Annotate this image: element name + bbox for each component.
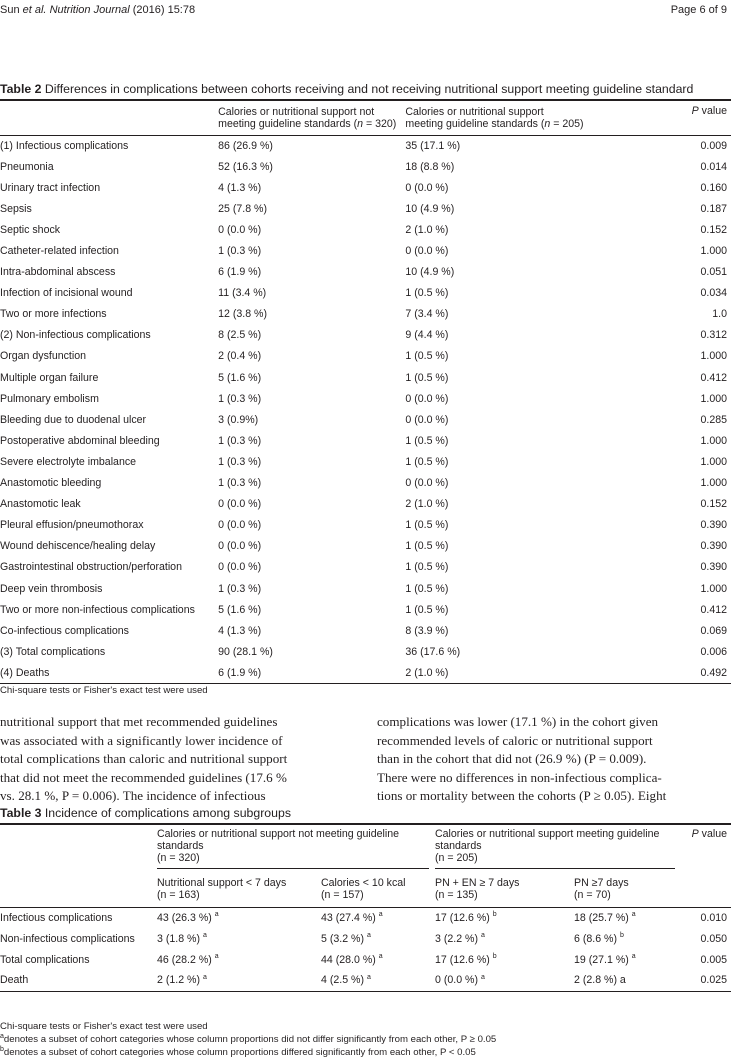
table3-cell [435, 928, 574, 949]
table2-cell-not-meeting: 1 (0.3 %) [218, 477, 262, 490]
table2-row [0, 451, 731, 472]
table2-cell-not-meeting: 0 (0.0 %) [218, 561, 262, 574]
running-header-citation [0, 4, 195, 16]
table2-row [0, 177, 731, 198]
table3-label: Table 3 [0, 806, 42, 820]
table3-cell [157, 928, 321, 949]
table2-cell-p: 0.390 [700, 540, 727, 553]
table3-body [0, 907, 731, 991]
table2-col1-line1: Calories or nutritional support not [218, 105, 375, 118]
table2-row-label: Severe electrolyte imbalance [0, 455, 137, 468]
table3-cell-value: 18 (25.7 %) [574, 911, 629, 924]
table3-row [0, 970, 731, 991]
table2-row-label: (3) Total complications [0, 645, 106, 658]
table2-cell-meeting: 8 (3.9 %) [405, 624, 449, 637]
table2-body [0, 135, 731, 683]
table3-group-header-row [0, 824, 731, 872]
table2-cell-p: 0.187 [700, 202, 727, 215]
body-left-line: was associated with a significantly lower incidence of [0, 732, 283, 748]
table3-cell [157, 907, 321, 928]
table2-cell-not-meeting: 52 (16.3 %) [218, 160, 273, 173]
table3-cell [435, 970, 574, 991]
table2-row [0, 620, 731, 641]
table2-cell-p: 0.160 [700, 181, 727, 194]
table3-row-label: Total complications [0, 953, 90, 966]
table2-cell-meeting: 1 (0.5 %) [405, 455, 449, 468]
header-issue: (2016) 15:78 [132, 4, 196, 16]
table2-cell-not-meeting: 6 (1.9 %) [218, 666, 262, 679]
table3-sub3-label: PN + EN ≥ 7 days [435, 877, 520, 890]
table3-group-not-meeting [157, 824, 435, 872]
table2-cell-meeting: 9 (4.4 %) [405, 329, 449, 342]
table2-col2-n: n [544, 117, 551, 130]
body-text-left [0, 713, 355, 806]
table2-cell-meeting: 1 (0.5 %) [405, 519, 449, 532]
table2 [0, 99, 731, 684]
table3-footnote-3-text: denotes a subset of cohort categories whose column proportions differed significantly from each other, P < 0.05 [3, 1047, 476, 1058]
table3-cell [157, 970, 321, 991]
table2-row [0, 536, 731, 557]
table2-cell-not-meeting: 1 (0.3 %) [218, 455, 262, 468]
table3-footnote-1: Chi-square tests or Fisher's exact test were used [0, 1021, 208, 1032]
table3-col-p [681, 824, 731, 907]
table2-cell-meeting: 1 (0.5 %) [405, 434, 449, 447]
table2-cell-p: 1.000 [700, 392, 727, 405]
table2-row [0, 494, 731, 515]
table2-cell-not-meeting: 4 (1.3 %) [218, 181, 262, 194]
table3-cell-superscript: b [492, 911, 497, 919]
table2-row [0, 346, 731, 367]
table2-cell-p: 0.014 [700, 160, 727, 173]
footnote-marker-b: b [0, 1045, 4, 1053]
table2-row [0, 409, 731, 430]
table2-cell-not-meeting: 1 (0.3 %) [218, 392, 262, 405]
table2-row-label: Organ dysfunction [0, 350, 86, 363]
table3-group1-n: (n = 320) [157, 852, 200, 864]
table2-row-label: Gastrointestinal obstruction/perforation [0, 561, 182, 574]
table3-sub4-label: PN ≥7 days [574, 877, 629, 890]
table2-row-label: Anastomotic leak [0, 498, 81, 511]
table2-row [0, 515, 731, 536]
table2-cell-p: 1.000 [700, 582, 727, 595]
table2-cell-not-meeting: 4 (1.3 %) [218, 624, 262, 637]
table2-row [0, 557, 731, 578]
table2-row-label: Pleural effusion/pneumothorax [0, 519, 144, 532]
table3-caption [0, 806, 291, 820]
table3-cell-value: 19 (27.1 %) [574, 953, 629, 966]
table3-cell [321, 949, 435, 970]
table3-sub2-label: Calories < 10 kcal [321, 877, 406, 890]
table3-group1-line2: standards [157, 840, 204, 852]
table3-cell [321, 928, 435, 949]
table2-cell-not-meeting: 0 (0.0 %) [218, 519, 262, 532]
table2-cell-p: 1.000 [700, 455, 727, 468]
table2-cell-p: 0.152 [700, 498, 727, 511]
table3-cell-superscript: a [631, 911, 636, 919]
table3-sub1-label: Nutritional support < 7 days [157, 877, 287, 890]
table2-cell-meeting: 0 (0.0 %) [405, 477, 449, 490]
table3-cell [157, 949, 321, 970]
table2-cell-p: 0.285 [700, 413, 727, 426]
table3 [0, 823, 731, 992]
table2-header-row [0, 100, 731, 135]
body-left-line: nutritional support that met recommended guidelines [0, 714, 278, 729]
table2-col2-line1: Calories or nutritional support [405, 105, 544, 118]
table2-cell-not-meeting: 0 (0.0 %) [218, 498, 262, 511]
table2-cell-p: 1.000 [700, 245, 727, 258]
table2-cell-not-meeting: 2 (0.4 %) [218, 350, 262, 363]
table2-cell-meeting: 1 (0.5 %) [405, 287, 449, 300]
table2-cell-meeting: 0 (0.0 %) [405, 181, 449, 194]
table3-cell-value: 17 (12.6 %) [435, 911, 490, 924]
table2-row-label: Pulmonary embolism [0, 392, 99, 405]
table3-cell-superscript: b [492, 952, 497, 960]
table3-sub4-n: (n = 70) [574, 889, 611, 902]
table3-cell [321, 970, 435, 991]
table2-cell-meeting: 1 (0.5 %) [405, 371, 449, 384]
table2-row-label: Postoperative abdominal bleeding [0, 434, 160, 447]
table2-row [0, 325, 731, 346]
table2-cell-meeting: 1 (0.5 %) [405, 561, 449, 574]
table2-cell-p: 0.412 [700, 371, 727, 384]
table2-row [0, 283, 731, 304]
table2-row-label: Pneumonia [0, 160, 54, 173]
table3-p-tail: value [698, 828, 727, 840]
table2-caption [0, 82, 693, 96]
table2-cell-not-meeting: 1 (0.3 %) [218, 245, 262, 258]
table2-cell-meeting: 1 (0.5 %) [405, 540, 449, 553]
table2-cell-not-meeting: 3 (0.9%) [218, 413, 259, 426]
table3-cell-p: 0.050 [700, 932, 727, 945]
table2-row-label: Two or more infections [0, 308, 107, 321]
table2-cell-not-meeting: 0 (0.0 %) [218, 540, 262, 553]
table2-cell-not-meeting: 86 (26.9 %) [218, 139, 273, 152]
table2-cell-meeting: 7 (3.4 %) [405, 308, 449, 321]
header-et-al: et al. [22, 4, 47, 16]
table2-p-italic: P [691, 105, 699, 117]
table2-row-label: (4) Deaths [0, 666, 50, 679]
table3-cell-superscript: a [378, 952, 383, 960]
table2-p-tail: value [698, 105, 727, 117]
table2-cell-meeting: 2 (1.0 %) [405, 223, 449, 236]
table2-cell-p: 1.000 [700, 350, 727, 363]
table3-cell-value: 44 (28.0 %) [321, 953, 376, 966]
table2-cell-p: 0.492 [700, 666, 727, 679]
table2-cell-not-meeting: 8 (2.5 %) [218, 329, 262, 342]
table3-row [0, 949, 731, 970]
table2-label: Table 2 [0, 82, 42, 96]
table3-title: Incidence of complications among subgroups [44, 806, 291, 820]
table3-sub2-n: (n = 157) [321, 889, 364, 902]
table2-col1-tail: = 320) [363, 117, 397, 130]
table2-row-label: Deep vein thrombosis [0, 582, 103, 595]
body-left-line: total complications than caloric and nutritional support [0, 751, 288, 767]
table2-row-label: Septic shock [0, 223, 61, 236]
table2-cell-not-meeting: 5 (1.6 %) [218, 371, 262, 384]
page-number: Page 6 of 9 [670, 4, 727, 16]
body-left-line: that did not meet the recommended guidelines (17.6 % [0, 769, 287, 785]
table3-cell-value: 3 (1.8 %) [157, 932, 200, 945]
table2-cell-not-meeting: 6 (1.9 %) [218, 266, 262, 279]
table3-cell-value: 4 (2.5 %) [321, 974, 364, 987]
table2-row-label: (2) Non-infectious complications [0, 329, 151, 342]
body-text-right [377, 713, 731, 806]
table3-cell [574, 907, 681, 928]
table2-col-meeting [405, 100, 645, 135]
table3-group2-line2: standards [435, 840, 482, 852]
table3-cell-superscript: a [202, 973, 207, 981]
table2-row-label: Infection of incisional wound [0, 287, 133, 300]
table2-row-label: Intra-abdominal abscess [0, 266, 116, 279]
table3-cell-value: 2 (1.2 %) [157, 974, 200, 987]
table2-cell-not-meeting: 1 (0.3 %) [218, 582, 262, 595]
table2-cell-not-meeting: 90 (28.1 %) [218, 645, 273, 658]
table3-cell-p: 0.025 [700, 974, 727, 987]
table2-row [0, 662, 731, 683]
table2-row-label: Catheter-related infection [0, 245, 119, 258]
table3-group2-line1: Calories or nutritional support meeting guideline [435, 828, 660, 840]
table2-cell-p: 0.034 [700, 287, 727, 300]
table3-cell-value: 17 (12.6 %) [435, 953, 490, 966]
table2-row [0, 135, 731, 156]
table2-cell-meeting: 2 (1.0 %) [405, 498, 449, 511]
body-right-line: recommended levels of caloric or nutritional support [377, 732, 653, 748]
table2-row [0, 430, 731, 451]
table2-row-label: Sepsis [0, 202, 32, 215]
table2-cell-p: 0.069 [700, 624, 727, 637]
table3-cell-value: 43 (26.3 %) [157, 911, 212, 924]
table2-cell-p: 0.051 [700, 266, 727, 279]
header-journal: Nutrition Journal [49, 4, 130, 16]
table2-row-label: Urinary tract infection [0, 181, 101, 194]
table3-cell-superscript: b [619, 931, 624, 939]
table3-row [0, 907, 731, 928]
table2-cell-p: 0.152 [700, 223, 727, 236]
table2-footnote: Chi-square tests or Fisher's exact test were used [0, 685, 208, 696]
table3-sub3 [435, 872, 574, 907]
table2-cell-meeting: 2 (1.0 %) [405, 666, 449, 679]
table3-cell-superscript: a [366, 973, 371, 981]
header-authors: Sun [0, 4, 20, 16]
table2-title: Differences in complications between cohorts receiving and not receiving nutritional support meeting guideline standard [44, 82, 694, 96]
table2-row [0, 156, 731, 177]
table2-cell-p: 0.390 [700, 561, 727, 574]
table2-row-label: (1) Infectious complications [0, 139, 129, 152]
table2-cell-not-meeting: 0 (0.0 %) [218, 223, 262, 236]
table2-row [0, 219, 731, 240]
table3-cell-value: 0 (0.0 %) [435, 974, 478, 987]
table2-cell-p: 1.0 [712, 308, 727, 321]
body-right-line: than in the cohort that did not (26.9 %) (P = 0.009). [377, 751, 647, 767]
table2-cell-meeting: 1 (0.5 %) [405, 582, 449, 595]
table2-cell-p: 1.000 [700, 434, 727, 447]
table2-cell-not-meeting: 5 (1.6 %) [218, 603, 262, 616]
table2-col-not-meeting [218, 100, 405, 135]
body-right-line: complications was lower (17.1 %) in the cohort given [377, 714, 659, 729]
table2-cell-meeting: 35 (17.1 %) [405, 139, 461, 152]
table2-cell-meeting: 0 (0.0 %) [405, 392, 449, 405]
footnote-marker-a: a [0, 1032, 4, 1040]
body-right-line: tions or mortality between the cohorts (P ≥ 0.05). Eight [377, 788, 667, 804]
table3-cell-value: 46 (28.2 %) [157, 953, 212, 966]
table2-row-label: Two or more non-infectious complications [0, 603, 195, 616]
table2-row [0, 578, 731, 599]
body-right-line: There were no differences in non-infectious complica- [377, 769, 662, 785]
table3-sub1 [157, 872, 321, 907]
table3-cell-superscript: a [480, 973, 485, 981]
table3-group-meeting [435, 824, 681, 872]
table2-cell-meeting: 10 (4.9 %) [405, 266, 455, 279]
table3-cell-superscript: a [480, 931, 485, 939]
table3-cell [435, 907, 574, 928]
table3-row-label: Infectious complications [0, 911, 113, 924]
table2-row [0, 262, 731, 283]
table3-p-italic: P [691, 828, 699, 840]
table2-row-label: Anastomotic bleeding [0, 477, 102, 490]
table2-cell-not-meeting: 25 (7.8 %) [218, 202, 267, 215]
table3-cell-value: 3 (2.2 %) [435, 932, 478, 945]
table2-row-label: Co-infectious complications [0, 624, 129, 637]
table3-cell-superscript: a [202, 931, 207, 939]
table2-row [0, 198, 731, 219]
table2-row [0, 388, 731, 409]
table3-row-label: Non-infectious complications [0, 932, 135, 945]
table2-row [0, 367, 731, 388]
table2-cell-p: 1.000 [700, 477, 727, 490]
table3-cell [574, 928, 681, 949]
table3-cell-p: 0.010 [700, 911, 727, 924]
table3-cell-superscript: a [378, 911, 383, 919]
table2-cell-meeting: 1 (0.5 %) [405, 603, 449, 616]
table3-cell-value: 2 (2.8 %) a [574, 974, 626, 987]
table2-cell-meeting: 10 (4.9 %) [405, 202, 455, 215]
table2-cell-not-meeting: 1 (0.3 %) [218, 434, 262, 447]
table3-cell [321, 907, 435, 928]
table3-sub2 [321, 872, 435, 907]
table2-row [0, 473, 731, 494]
table3-cell [574, 970, 681, 991]
table2-row-label: Bleeding due to duodenal ulcer [0, 413, 147, 426]
table2-cell-not-meeting: 11 (3.4 %) [218, 287, 267, 300]
table2-col1-line2: meeting guideline standards ( [218, 117, 358, 130]
table2-cell-p: 0.312 [700, 329, 727, 342]
table3-group1-line1: Calories or nutritional support not meeting guideline [157, 828, 400, 840]
table2-col2-tail: = 205) [550, 117, 584, 130]
table2-row [0, 599, 731, 620]
table3-sub4 [574, 872, 681, 907]
table3-footnote-2-text: denotes a subset of cohort categories whose column proportions did not differ significantly from each other, P ≥ 0.05 [3, 1034, 497, 1045]
table3-cell-superscript: a [631, 952, 636, 960]
table3-cell-value: 43 (27.4 %) [321, 911, 376, 924]
table2-row [0, 641, 731, 662]
table2-col1-n: n [357, 117, 364, 130]
table3-cell-p: 0.005 [700, 953, 727, 966]
table2-cell-p: 0.006 [700, 645, 727, 658]
table2-cell-meeting: 1 (0.5 %) [405, 350, 449, 363]
table3-cell-superscript: a [214, 911, 219, 919]
table2-col-p [645, 100, 731, 135]
table2-cell-meeting: 0 (0.0 %) [405, 413, 449, 426]
table3-cell [435, 949, 574, 970]
table3-footnote-2 [0, 1034, 496, 1045]
table3-footnote-3 [0, 1047, 476, 1058]
table3-cell [574, 949, 681, 970]
table3-sub3-n: (n = 135) [435, 889, 478, 902]
table2-row [0, 240, 731, 261]
table3-row-label: Death [0, 974, 29, 987]
table3-cell-superscript: a [366, 931, 371, 939]
table2-cell-p: 0.412 [700, 603, 727, 616]
table3-cell-value: 6 (8.6 %) [574, 932, 617, 945]
table2-row-label: Wound dehiscence/healing delay [0, 540, 156, 553]
table2-cell-not-meeting: 12 (3.8 %) [218, 308, 267, 321]
table3-cell-superscript: a [214, 952, 219, 960]
table2-row [0, 304, 731, 325]
table2-cell-meeting: 0 (0.0 %) [405, 245, 449, 258]
body-left-line: vs. 28.1 %, P = 0.006). The incidence of infectious [0, 788, 266, 804]
table2-row-label: Multiple organ failure [0, 371, 99, 384]
table2-cell-meeting: 36 (17.6 %) [405, 645, 461, 658]
table3-row [0, 928, 731, 949]
table3-group2-n: (n = 205) [435, 852, 478, 864]
table2-cell-p: 0.009 [700, 139, 727, 152]
table3-sub1-n: (n = 163) [157, 889, 200, 902]
table2-col2-line2: meeting guideline standards ( [405, 117, 545, 130]
table2-cell-p: 0.390 [700, 519, 727, 532]
table3-cell-value: 5 (3.2 %) [321, 932, 364, 945]
table2-cell-meeting: 18 (8.8 %) [405, 160, 455, 173]
